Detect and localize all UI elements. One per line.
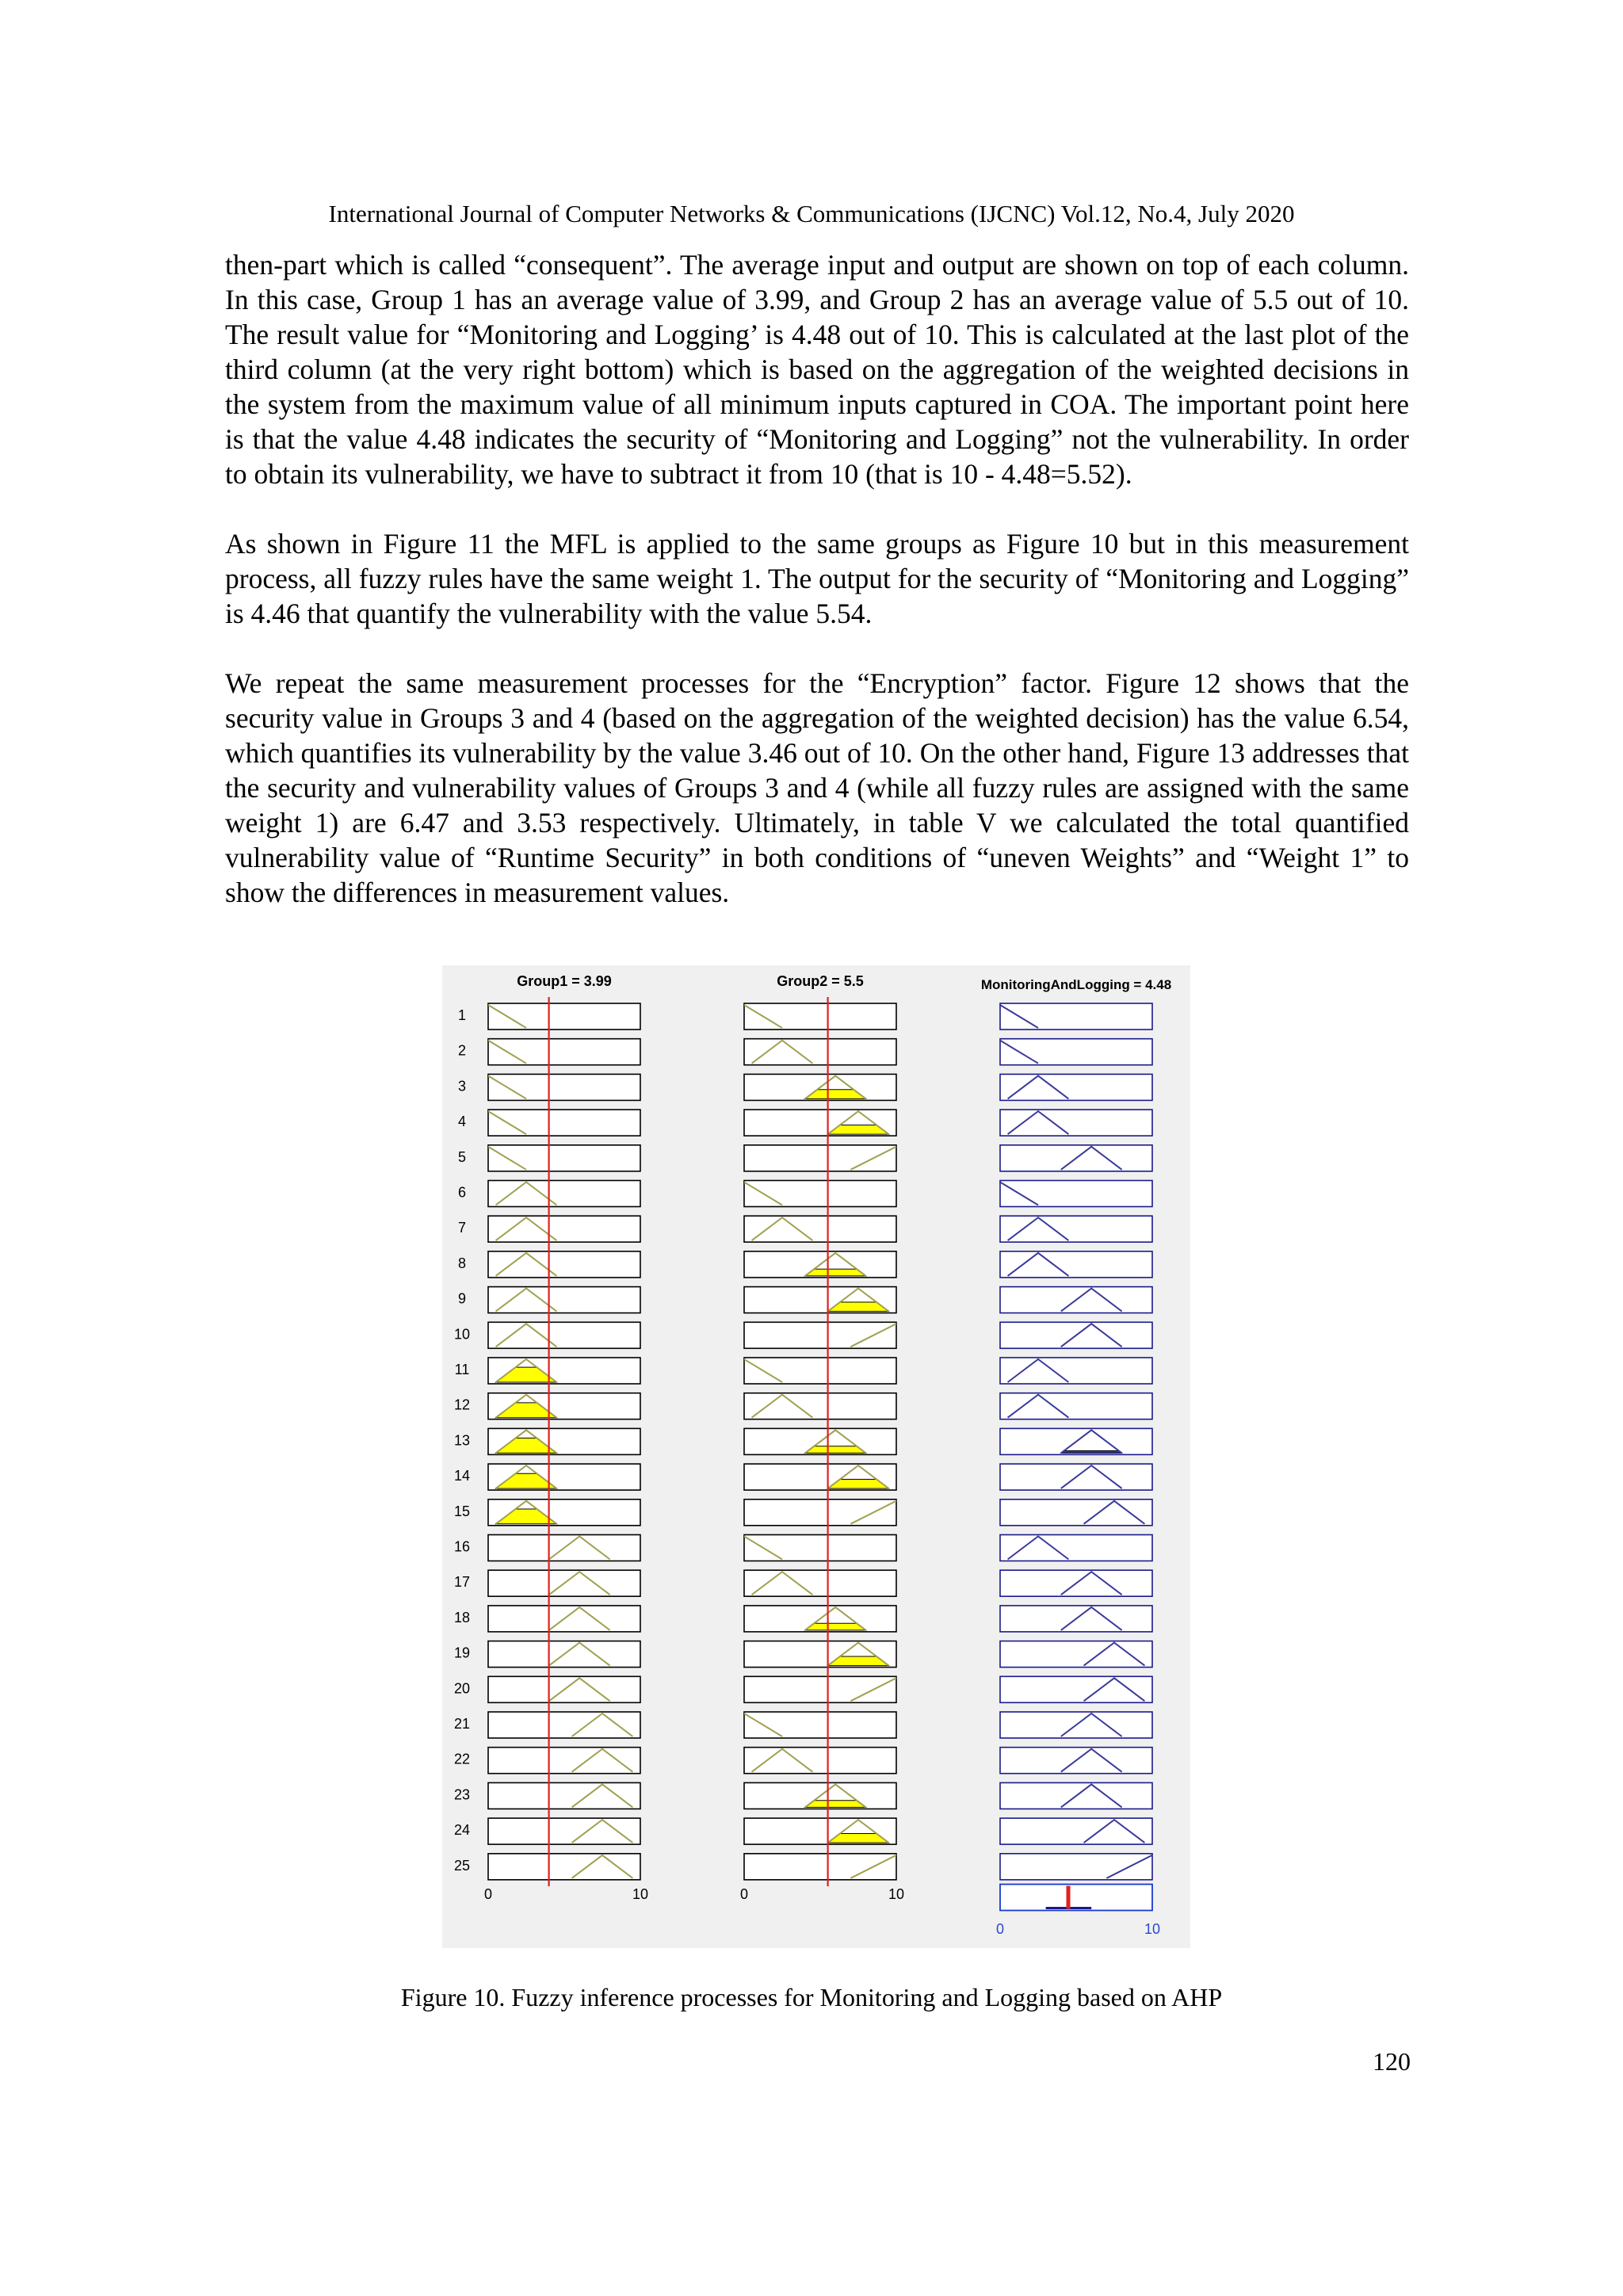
rule-label-2: 2 (457, 1042, 467, 1059)
rule-label-5: 5 (457, 1148, 467, 1165)
range-min-label-MonitoringAndLogging: 0 (995, 1921, 1005, 1937)
rule-label-4: 4 (457, 1114, 467, 1130)
rule-label-7: 7 (457, 1220, 467, 1236)
rule-box-Group2-11 (744, 1358, 896, 1384)
rule-box-Group2-1 (744, 1003, 896, 1030)
paragraph-1: then-part which is called “consequent”. The average input and output are shown on top of each column. In this case, Group 1 has an average value of 3.99, and Group 2 has an average value of 5.5 out of 10. The result value for “Monitoring and Logging’ is 4.48 out of 10. This is calculated at the last plot of the third column (at the very right bottom) which is based on the aggregation of the weighted decisions in the system from the maximum value of all minimum inputs captured in COA. The important point here is that the value 4.48 indicates the security of “Monitoring and Logging” not the vulnerability. In order to obtain its vulnerability, we have to subtract it from 10 (that is 10 - 4.48=5.52). (225, 249, 1409, 490)
page-number: 120 (1373, 2047, 1411, 2076)
rule-label-8: 8 (457, 1255, 467, 1271)
aggregate-output-box (1000, 1885, 1152, 1911)
rule-label-22: 22 (453, 1751, 471, 1767)
rule-label-19: 19 (453, 1645, 471, 1661)
column-title-Group2: Group2 = 5.5 (777, 973, 864, 989)
rule-box-MonitoringAndLogging-6 (1000, 1181, 1152, 1207)
rule-label-17: 17 (453, 1574, 471, 1591)
fired-area-Group2-18 (805, 1623, 866, 1630)
figure-caption: Figure 10. Fuzzy inference processes for Monitoring and Logging based on AHP (400, 1983, 1223, 2011)
fuzzy-rule-viewer-figure (442, 965, 1190, 1948)
body-text (225, 247, 1409, 945)
rule-label-23: 23 (453, 1786, 471, 1803)
rule-box-Group1-5 (488, 1145, 640, 1171)
rule-label-11: 11 (454, 1362, 470, 1377)
rule-box-Group1-3 (488, 1074, 640, 1100)
range-max-label-Group2: 10 (888, 1886, 905, 1902)
rule-box-MonitoringAndLogging-1 (1000, 1003, 1152, 1030)
range-max-label-Group1: 10 (632, 1886, 649, 1902)
fired-area-Group2-13 (805, 1446, 866, 1454)
column-title-MonitoringAndLogging: MonitoringAndLogging = 4.48 (980, 977, 1172, 992)
rule-label-16: 16 (453, 1538, 471, 1555)
rule-label-20: 20 (453, 1680, 471, 1697)
rule-label-14: 14 (453, 1468, 471, 1484)
column-title-Group1: Group1 = 3.99 (517, 973, 612, 989)
range-max-label-MonitoringAndLogging: 10 (1144, 1921, 1161, 1937)
rule-label-3: 3 (457, 1078, 467, 1095)
rule-box-Group1-4 (488, 1110, 640, 1136)
rule-label-25: 25 (453, 1857, 471, 1874)
rule-label-15: 15 (453, 1503, 471, 1519)
fired-area-Group2-8 (805, 1269, 866, 1276)
rule-label-9: 9 (457, 1290, 467, 1307)
fired-area-MonitoringAndLogging-13 (1061, 1451, 1122, 1454)
rule-label-10: 10 (453, 1326, 471, 1343)
journal-header: International Journal of Computer Networks & Communications (IJCNC) Vol.12, No.4, July 2020 (328, 200, 1295, 227)
rule-box-Group2-21 (744, 1712, 896, 1738)
rule-label-6: 6 (457, 1184, 467, 1201)
range-min-label-Group2: 0 (739, 1886, 749, 1902)
rule-label-21: 21 (453, 1716, 471, 1732)
rule-box-Group2-6 (744, 1181, 896, 1207)
rule-viewer-chart (442, 965, 1190, 1948)
paragraph-2: As shown in Figure 11 the MFL is applied to the same groups as Figure 10 but in this measurement process, all fuzzy rules have the same weight 1. The output for the security of “Monitoring and Logging” is 4.46 that quantify the vulnerability with the value 5.54. (225, 528, 1409, 629)
rule-label-18: 18 (453, 1609, 471, 1626)
rule-label-13: 13 (453, 1432, 471, 1449)
rule-box-Group2-16 (744, 1535, 896, 1561)
rule-label-12: 12 (453, 1396, 471, 1413)
range-min-label-Group1: 0 (483, 1886, 493, 1902)
rule-box-Group1-2 (488, 1039, 640, 1065)
rule-label-1: 1 (457, 1007, 467, 1023)
rule-label-24: 24 (453, 1822, 471, 1839)
rule-box-Group1-1 (488, 1003, 640, 1030)
paragraph-3: We repeat the same measurement processes for the “Encryption” factor. Figure 12 shows that the security value in Groups 3 and 4 (based on the aggregation of the weighted decision) has the value 6.54, which quantifies its vulnerability by the value 3.46 out of 10. On the other hand, Figure 13 addresses that the security and vulnerability values of Groups 3 and 4 (while all fuzzy rules are assigned with the same weight 1) are 6.47 and 3.53 respectively. Ultimately, in table V we calculated the total quantified vulnerability value of “Runtime Security” in both conditions of “uneven Weights” and “Weight 1” to show the differences in measurement values. (225, 667, 1409, 908)
fired-area-Group2-23 (805, 1801, 866, 1808)
rule-box-MonitoringAndLogging-2 (1000, 1039, 1152, 1065)
